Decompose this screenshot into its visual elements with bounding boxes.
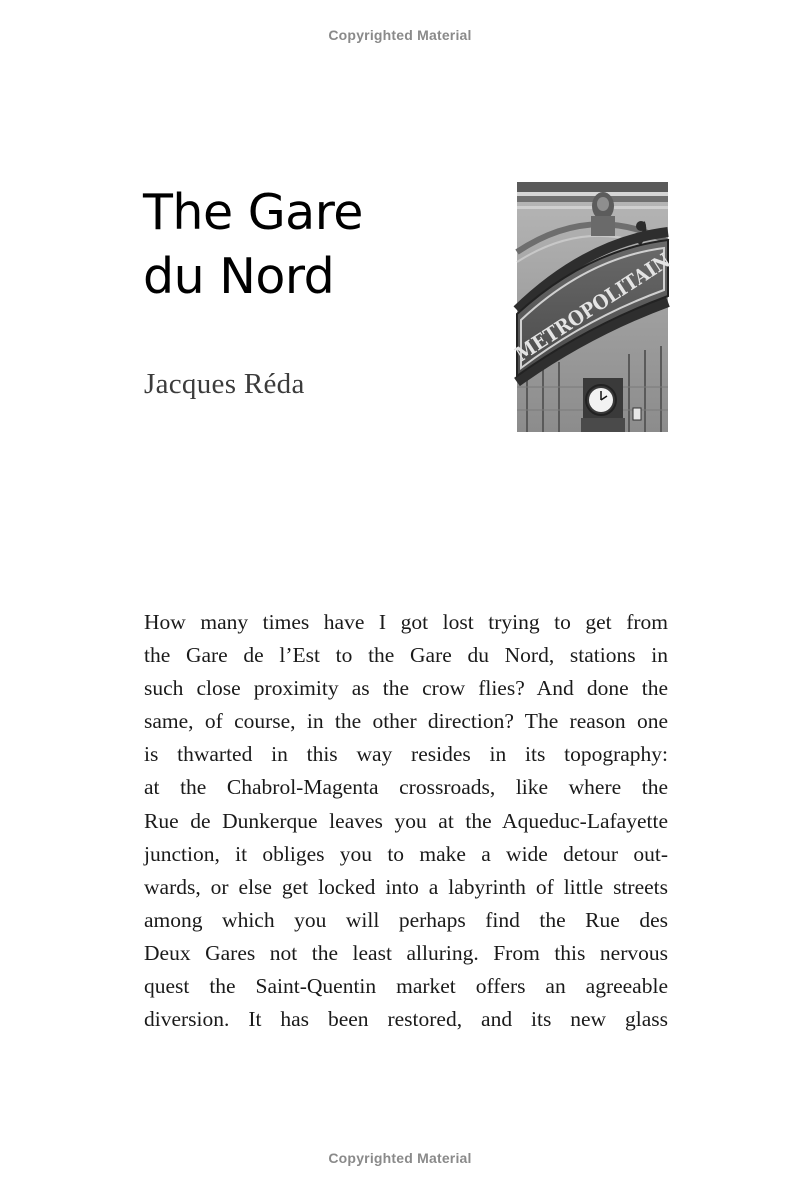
body-line: wards, or else get locked into a labyrinth of little streets	[144, 874, 668, 899]
body-line: Rue de Dunkerque leaves you at the Aqueduc-Lafayette	[144, 808, 668, 833]
sign-lettering: METROPOLITAIN	[510, 237, 691, 367]
body-line: Deux Gares not the least alluring. From this nervous	[144, 940, 668, 965]
body-line: diversion. It has been restored, and its new glass	[144, 1007, 668, 1032]
author-name: Jacques Réda	[144, 368, 305, 400]
body-line: is thwarted in this way resides in its topography:	[144, 742, 668, 767]
body-line: quest the Saint-Quentin market offers an agreeable	[144, 974, 668, 999]
chapter-title-line-2: du Nord	[143, 248, 335, 305]
body-line: at the Chabrol-Magenta crossroads, like where the	[144, 775, 668, 800]
body-line: junction, it obliges you to make a wide detour out-	[144, 841, 668, 866]
metro-sign-photo	[510, 182, 691, 432]
body-line: same, of course, in the other direction? The reason one	[144, 709, 668, 734]
chapter-title-line-1: The Gare	[143, 184, 363, 241]
body-line: such close proximity as the crow flies? And done the	[144, 676, 668, 701]
body-line: the Gare de l’Est to the Gare du Nord, stations in	[144, 643, 668, 668]
copyright-watermark-bottom: Copyrighted Material	[328, 1150, 472, 1166]
chapter-title	[143, 181, 473, 309]
body-text	[144, 606, 668, 1036]
body-line: among which you will perhaps find the Rue des	[144, 907, 668, 932]
copyright-watermark-top: Copyrighted Material	[328, 27, 472, 43]
body-line: How many times have I got lost trying to get from	[144, 610, 668, 634]
